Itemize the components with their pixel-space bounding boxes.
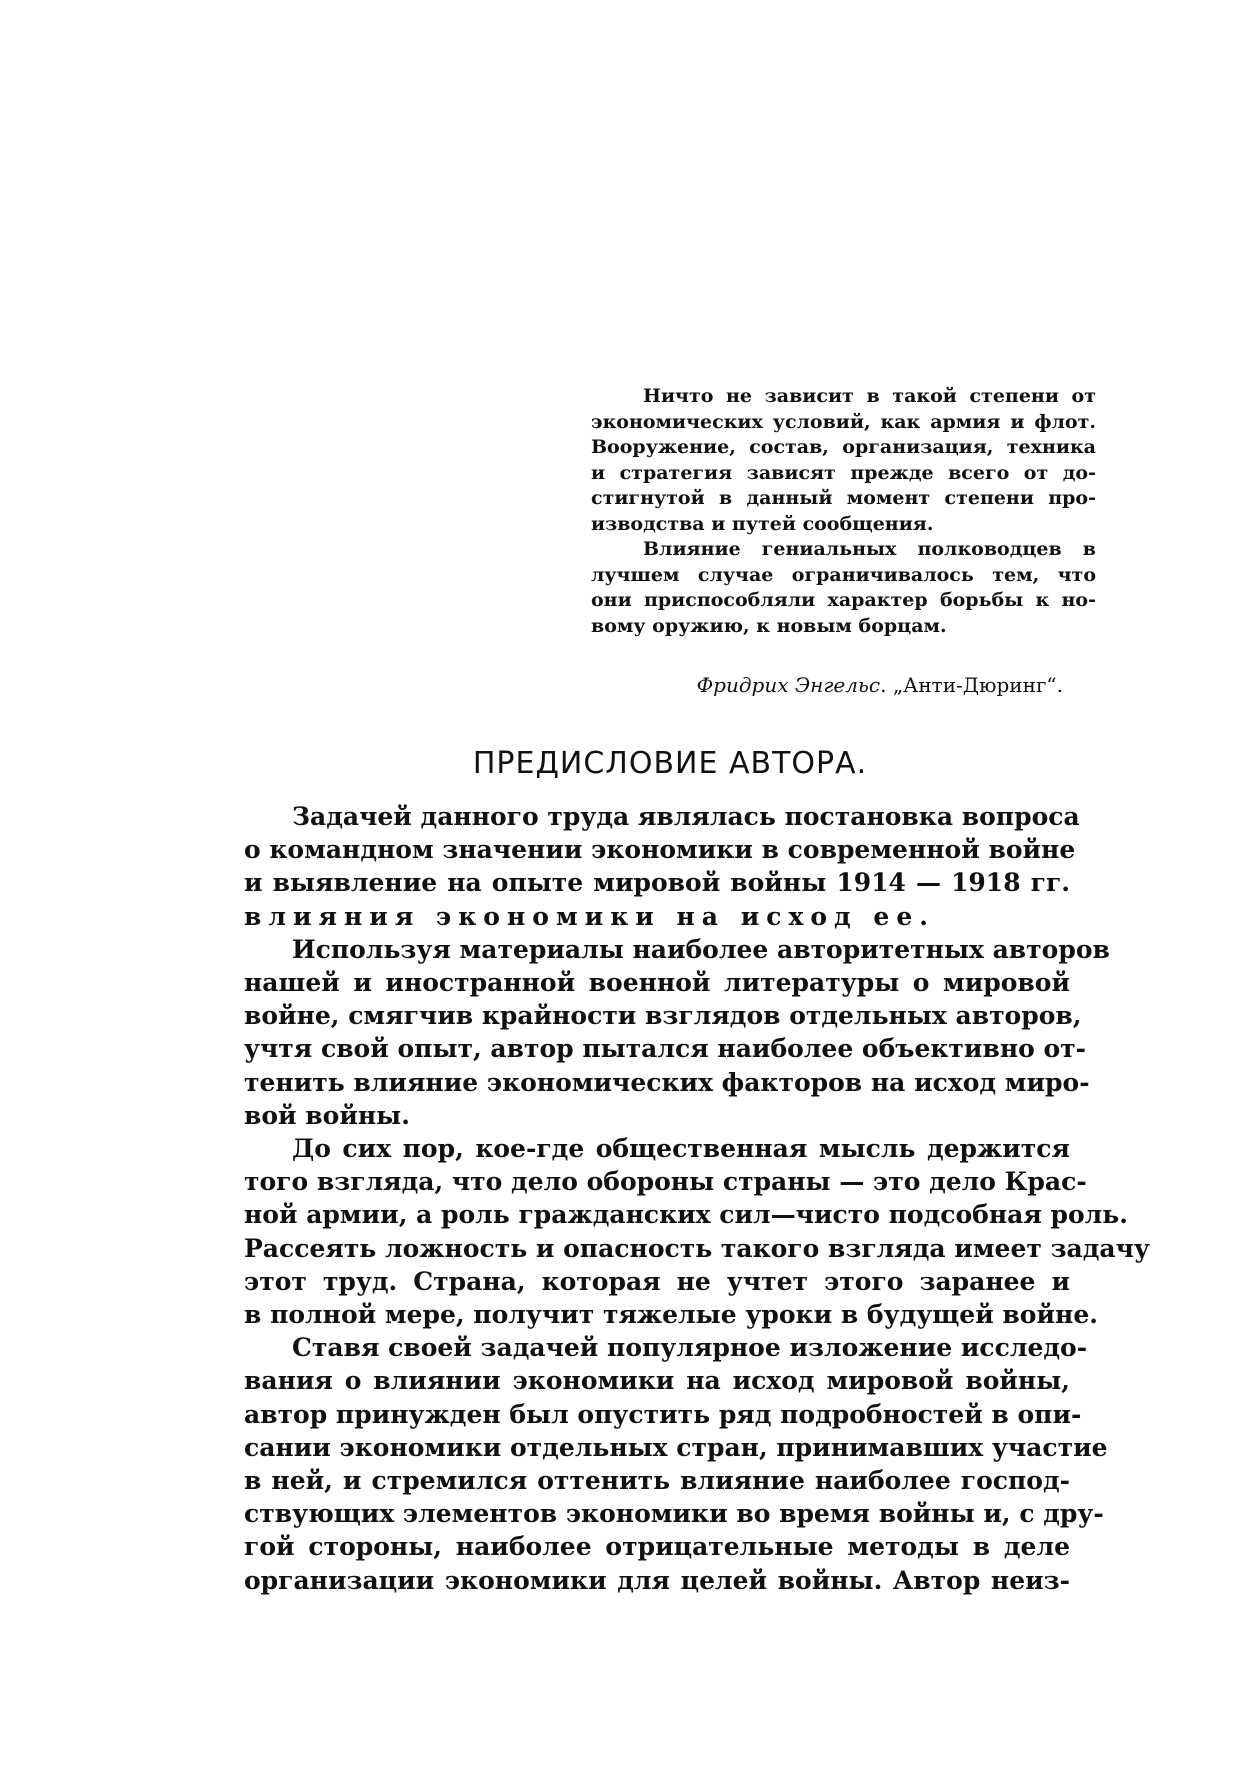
epigraph-line: Вооружение, состав, организация, техника [591,436,1096,458]
body-line: ствующих элементов экономики во время войны и, с дру- [244,1499,1104,1529]
body-line: в ней, и стремился оттенить влияние наиболее господ- [244,1466,1070,1496]
epigraph-line: вому оружию, к новым борцам. [591,614,947,637]
body-line: Ставя своей задачей популярное изложение исследо- [292,1333,1088,1363]
body-line: ной армии, а роль гражданских сил—чисто подсобная роль. [244,1200,1128,1230]
body-line: влияния экономики на исход ее. [244,901,935,931]
body-line: Задачей данного труда являлась постановка вопроса [292,802,1080,831]
body-text [244,800,1150,1597]
body-line: вой войны. [244,1100,410,1130]
body-line: Используя материалы наиболее авторитетных авторов [292,934,1110,964]
body-line: До сих пор, кое-где общественная мысль держится [292,1134,1070,1164]
body-line: гой стороны, наиболее отрицательные методы в деле [244,1532,1070,1562]
epigraph [591,384,1096,639]
epigraph-line: Влияние гениальных полководцев в [643,538,1096,560]
epigraph-line: стигнутой в данный момент степени про- [591,487,1096,509]
body-line: сании экономики отдельных стран, принимавших участие [244,1432,1108,1462]
body-line: Рассеять ложность и опасность такого взгляда имеет задачу [244,1233,1150,1263]
epigraph-line: и стратегия зависят прежде всего от до- [591,461,1096,484]
body-line: того взгляда, что дело обороны страны — это дело Крас- [244,1167,1087,1197]
epigraph-line: Ничто не зависит в такой степени от [643,385,1096,407]
epigraph-line: изводства и путей сообщения. [591,512,934,535]
body-line: тенить влияние экономических факторов на исход миро- [244,1067,1090,1097]
attribution-work: „Анти-Дюринг“. [892,673,1063,697]
body-line: учтя свой опыт, автор пытался наиболее объективно от- [244,1034,1087,1064]
attribution-author: Фридрих Энгельс. [696,673,887,697]
section-heading: ПРЕДИСЛОВИЕ АВТОРА. [472,746,868,781]
epigraph-line: лучшем случае ограничивалось тем, что [591,563,1096,586]
epigraph-attribution [591,672,1063,698]
body-line: организации экономики для целей войны. Автор неиз- [244,1565,1070,1595]
epigraph-line: экономических условий, как армия и флот. [591,410,1096,433]
body-line: вания о влиянии экономики на исход мировой войны, [244,1366,1070,1396]
epigraph-line: они приспособляли характер борьбы к но- [591,589,1096,611]
body-line: войне, смягчив крайности взглядов отдельных авторов, [244,1001,1082,1031]
body-line: и выявление на опыте мировой войны 1914 — 1918 гг. [244,868,1070,898]
body-line: о командном значении экономики в современной войне [244,835,1076,865]
body-line: этот труд. Страна, которая не учтет этого заранее и [244,1266,1070,1296]
body-line: нашей и иностранной военной литературы о мировой [244,968,1070,998]
body-line: автор принужден был опустить ряд подробностей в опи- [244,1399,1082,1429]
body-line: в полной мере, получит тяжелые уроки в будущей войне. [244,1300,1098,1330]
